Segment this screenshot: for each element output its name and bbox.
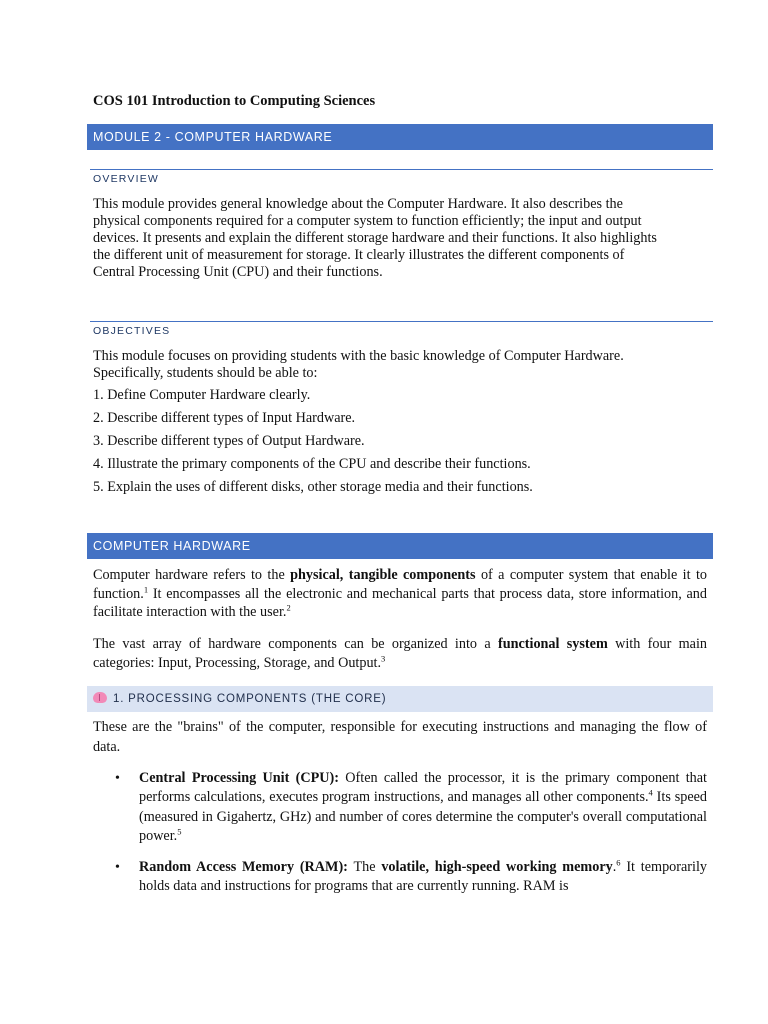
footnote-ref[interactable]: 3	[381, 652, 386, 663]
processing-components-header: 1. PROCESSING COMPONENTS (THE CORE)	[87, 686, 713, 712]
overview-line: Central Processing Unit (CPU) and their functions.	[93, 264, 383, 280]
cpu-bullet: • Central Processing Unit (CPU): Often called the processor, it is the primary component that performs calculations, executes program instructions, and manages all other components.$^4$ Its speed (measured in Gigahertz, GHz) and number of cores determine the computer's overall computational power.$^5$	[115, 770, 708, 844]
overview-heading: OVERVIEW	[93, 173, 160, 185]
bold-term: functional system	[497, 636, 608, 652]
overview-line: devices. It presents and explain the different storage hardware and their functions. It also highlights	[93, 230, 657, 246]
ram-bullet: • Random Access Memory (RAM): The volatile, high-speed working memory.$^6$ It temporarily holds data and instructions for programs that are currently running. RAM is	[115, 857, 707, 895]
bold-term: volatile, high-speed working memory	[381, 859, 613, 875]
bullet-icon: •	[115, 860, 120, 875]
objectives-intro-line: This module focuses on providing students with the basic knowledge of Computer Hardware.	[93, 348, 624, 364]
bullet-term: Central Processing Unit (CPU):	[139, 770, 339, 786]
objective-item: 3. Describe different types of Output Hardware.	[93, 433, 365, 449]
overview-line: This module provides general knowledge about the Computer Hardware. It also describes the	[93, 196, 623, 212]
footnote-ref[interactable]: 1	[143, 583, 149, 594]
overview-line: the different unit of measurement for storage. It clearly illustrates the different components of	[93, 247, 625, 263]
objectives-heading: OBJECTIVES	[93, 325, 171, 337]
objective-item: 4. Illustrate the primary components of the CPU and describe their functions.	[93, 456, 531, 472]
overview-line: physical components required for a computer system to function efficiently; the input and output	[93, 213, 642, 229]
objective-item: 1. Define Computer Hardware clearly.	[93, 387, 311, 403]
bullet-icon: •	[115, 771, 120, 786]
functional-system-paragraph: The vast array of hardware components can be organized into a functional system with four main categories: Input, Processing, Storage, and Output.$^3$	[93, 636, 707, 671]
brain-icon	[93, 692, 107, 703]
objectives-rule	[90, 321, 713, 322]
bold-term: physical, tangible components	[290, 567, 476, 583]
computer-hardware-header-band: COMPUTER HARDWARE	[87, 533, 713, 559]
hardware-definition-paragraph: Computer hardware refers to the physical, tangible components of a computer system that enable it to function.$^1$ It encompasses all the electronic and mechanical parts that process data, store information, and facilitate interaction with the user.$^2$	[93, 567, 707, 621]
footnote-ref[interactable]: 6	[616, 857, 621, 868]
overview-rule	[90, 169, 713, 170]
processing-intro: These are the "brains" of the computer, responsible for executing instructions and managing the flow of data.	[93, 719, 707, 755]
module-header-band: MODULE 2 - COMPUTER HARDWARE	[87, 124, 713, 150]
objective-item: 2. Describe different types of Input Hardware.	[93, 410, 356, 426]
course-title: COS 101 Introduction to Computing Sciences	[93, 93, 376, 109]
footnote-ref[interactable]: 5	[177, 826, 182, 837]
bullet-term: Random Access Memory (RAM):	[139, 859, 348, 875]
objective-item: 5. Explain the uses of different disks, other storage media and their functions.	[93, 479, 533, 495]
objectives-intro-line: Specifically, students should be able to:	[93, 365, 318, 381]
footnote-ref[interactable]: 2	[286, 602, 291, 613]
footnote-ref[interactable]: 4	[648, 787, 653, 798]
